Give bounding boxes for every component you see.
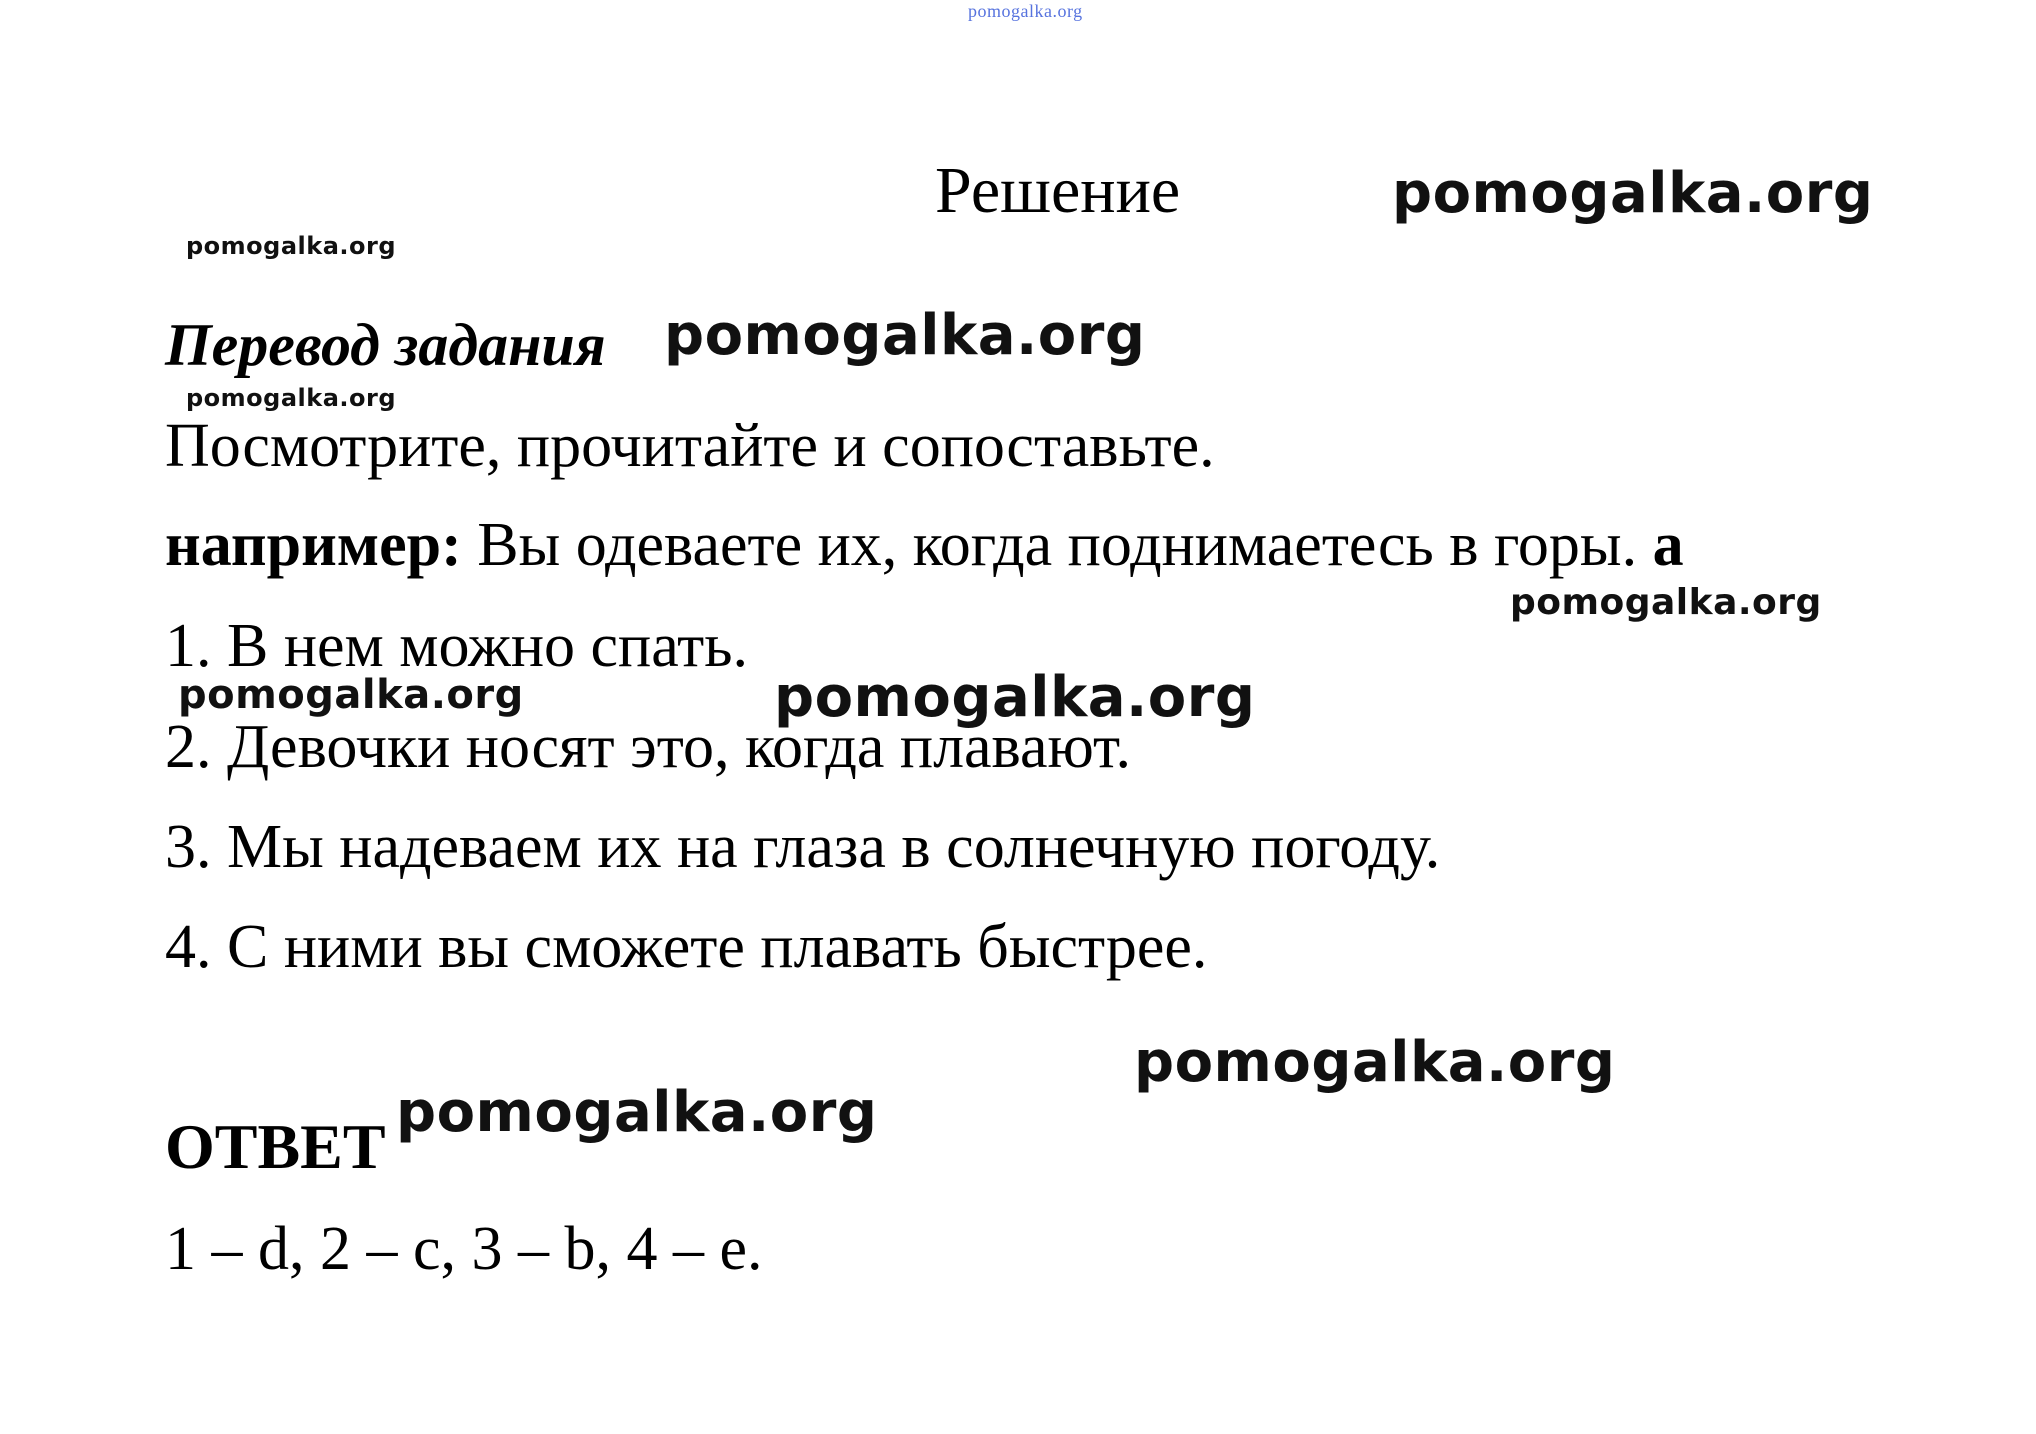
watermark: pomogalka.org xyxy=(664,303,1146,368)
watermark: pomogalka.org xyxy=(1392,161,1874,226)
watermark-top: pomogalka.org xyxy=(968,1,1083,21)
task-item-1: 1. В нем можно спать. xyxy=(165,612,748,680)
watermark: pomogalka.org xyxy=(178,672,524,718)
watermark: pomogalka.org xyxy=(774,665,1256,730)
task-item-4: 4. С ними вы сможете плавать быстрее. xyxy=(165,913,1208,981)
watermark: pomogalka.org xyxy=(396,1080,878,1145)
task-translation-heading: Перевод задания xyxy=(165,312,606,378)
instruction-text: Посмотрите, прочитайте и сопоставьте. xyxy=(165,412,1215,480)
watermark: pomogalka.org xyxy=(1134,1030,1616,1095)
watermark: pomogalka.org xyxy=(1510,582,1822,623)
watermark: pomogalka.org xyxy=(186,232,397,260)
example-answer: a xyxy=(1652,511,1684,579)
page-title: Решение xyxy=(935,154,1181,227)
answer-text: 1 – d, 2 – c, 3 – b, 4 – e. xyxy=(165,1215,763,1283)
example-label: например: xyxy=(165,511,462,579)
example-text: Вы одеваете их, когда поднимаетесь в горы. xyxy=(477,511,1638,579)
task-item-2: 2. Девочки носят это, когда плавают. xyxy=(165,713,1131,781)
answer-heading: ОТВЕТ xyxy=(165,1111,386,1182)
example-line xyxy=(165,511,1684,579)
task-item-3: 3. Мы надеваем их на глаза в солнечную погоду. xyxy=(165,813,1441,881)
watermark: pomogalka.org xyxy=(186,384,397,412)
